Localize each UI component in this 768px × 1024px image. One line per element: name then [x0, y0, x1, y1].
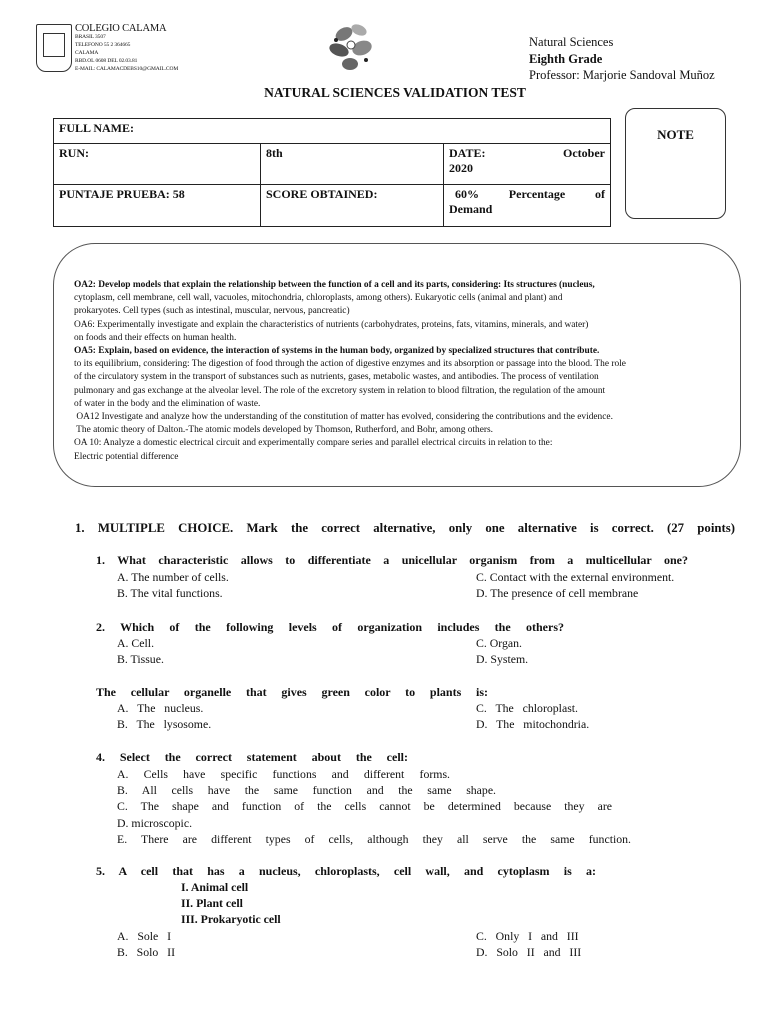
question-2: 2. Which of the following levels of organization includes the others?: [96, 620, 564, 634]
option-c[interactable]: C. Contact with the external environment.: [476, 570, 675, 584]
option-d[interactable]: D. System.: [476, 652, 529, 666]
note-box[interactable]: [625, 108, 726, 219]
option-c[interactable]: C. Organ.: [476, 636, 522, 650]
statement-i: I. Animal cell: [181, 880, 249, 894]
school-line: TELEFONO 55 2 364665: [75, 42, 131, 48]
run-field[interactable]: RUN:: [54, 144, 261, 185]
option-b[interactable]: B. Tissue.: [117, 652, 164, 666]
statement-iii: III. Prokaryotic cell: [181, 912, 281, 926]
course-info: [529, 34, 715, 84]
option-e[interactable]: E. There are different types of cells, although they all serve the same function.: [117, 832, 631, 846]
demand-cell: [444, 185, 611, 227]
option-c[interactable]: C. The chloroplast.: [476, 701, 579, 715]
school-line: CALAMA: [75, 50, 99, 56]
option-c[interactable]: C. Only I and III: [476, 929, 579, 943]
objective-line: to its equilibrium, considering: The digestion of food through the action of digestive enzymes and its absorption or passage into the blood. The role: [74, 359, 626, 370]
page-title: NATURAL SCIENCES VALIDATION TEST: [264, 85, 526, 100]
objectives-box: [53, 243, 741, 487]
full-name-field[interactable]: FULL NAME:: [54, 119, 611, 144]
question-4: 4. Select the correct statement about the cell:: [96, 750, 408, 764]
school-line: E-MAIL: CALAMACDEBS10@GMAIL.COM: [75, 66, 179, 72]
option-b[interactable]: B. The vital functions.: [117, 586, 223, 600]
option-b[interactable]: B. Solo II: [117, 945, 176, 959]
objective-line: of water in the body and the elimination of waste.: [74, 398, 261, 409]
puntaje-cell: PUNTAJE PRUEBA: 58: [54, 185, 261, 227]
oa5-heading: OA5: Explain, based on evidence, the interaction of systems in the human body, organized by specialized structures that contribute.: [74, 346, 600, 357]
objective-line: The atomic theory of Dalton.-The atomic models developed by Thomson, Rutherford, and Bohr, among others.: [74, 425, 493, 436]
objective-line: prokaryotes. Cell types (such as intestinal, muscular, nervous, pancreatic): [74, 306, 350, 317]
option-c[interactable]: C. The shape and function of the cells cannot be determined because they are: [117, 799, 612, 813]
score-field[interactable]: SCORE OBTAINED:: [261, 185, 444, 227]
professor: Professor: Marjorie Sandoval Muñoz: [529, 68, 715, 82]
school-line: RBD.OL 0608 DEL 02.03.81: [75, 58, 138, 64]
question-5: 5. A cell that has a nucleus, chloroplasts, cell wall, and cytoplasm is a:: [96, 864, 596, 878]
school-name: COLEGIO CALAMA: [75, 23, 167, 34]
grade-cell: 8th: [261, 144, 444, 185]
demand-word: of: [594, 187, 605, 201]
section-heading: 1. MULTIPLE CHOICE. Mark the correct alternative, only one alternative is correct. (27 points): [75, 521, 735, 535]
objective-line: Electric potential difference: [74, 451, 179, 462]
objective-line: OA 10: Analyze a domestic electrical circuit and experimentally compare series and parallel electrical circuits in relation to the:: [74, 438, 553, 449]
date-year: 2020: [449, 161, 473, 175]
question-3: The cellular organelle that gives green color to plants is:: [96, 685, 488, 699]
school-crest-icon: [36, 24, 72, 72]
objective-line: pulmonary and gas exchange at the alveolar level. The role of the excretory system in relation to blood filtration, the regulation of the amount: [74, 385, 606, 396]
school-block: [75, 24, 178, 73]
option-d[interactable]: D. Solo II and III: [476, 945, 582, 959]
leaf-logo-icon: [324, 20, 378, 76]
subject: Natural Sciences: [529, 35, 614, 49]
option-b[interactable]: B. The lysosome.: [117, 717, 212, 731]
option-a[interactable]: A. Cell.: [117, 636, 155, 650]
objective-line: on foods and their effects on human health.: [74, 332, 237, 343]
option-d[interactable]: D. The presence of cell membrane: [476, 586, 639, 600]
option-d[interactable]: D. The mitochondria.: [476, 717, 590, 731]
question-1: 1. What characteristic allows to differentiate a unicellular organism from a multicellular one?: [96, 553, 688, 567]
statement-ii: II. Plant cell: [181, 896, 243, 910]
option-a[interactable]: A. Sole I: [117, 929, 172, 943]
demand-label: Demand: [449, 202, 493, 216]
demand-word: Percentage: [508, 187, 566, 201]
option-a[interactable]: A. Cells have specific functions and different forms.: [117, 767, 450, 781]
school-line: BRASIL 3507: [75, 34, 106, 40]
option-d[interactable]: D. microscopic.: [117, 816, 193, 830]
option-b[interactable]: B. All cells have the same function and the same shape.: [117, 783, 496, 797]
objective-line: of the circulatory system in the transport of substances such as nutrients, gases, metabolic wastes, and antibodies. The process of ventilation: [74, 372, 599, 383]
oa2-heading: OA2: Develop models that explain the relationship between the function of a cell and its parts, considering: Its structures (nucleus,: [74, 280, 595, 290]
objective-line: cytoplasm, cell membrane, cell wall, vacuoles, mitochondria, chloroplasts, among others). Eukaryotic cells (animal and plant) and: [74, 293, 563, 304]
objective-line: OA6: Experimentally investigate and explain the characteristics of nutrients (carbohydrates, proteins, fats, vitamins, minerals, and water): [74, 319, 589, 330]
objective-line: OA12 Investigate and analyze how the understanding of the constitution of matter has evolved, considering the contributions and the evidence.: [74, 412, 613, 423]
note-label: NOTE: [657, 127, 694, 142]
date-cell: [444, 144, 611, 185]
option-a[interactable]: A. The nucleus.: [117, 701, 204, 715]
date-month: October: [563, 146, 605, 160]
demand-percent: 60%: [455, 187, 479, 201]
crest-inner-shape: [43, 33, 65, 57]
student-info-table: [53, 118, 611, 227]
date-label: DATE:: [449, 146, 486, 160]
grade: Eighth Grade: [529, 51, 603, 66]
option-a[interactable]: A. The number of cells.: [117, 570, 229, 584]
